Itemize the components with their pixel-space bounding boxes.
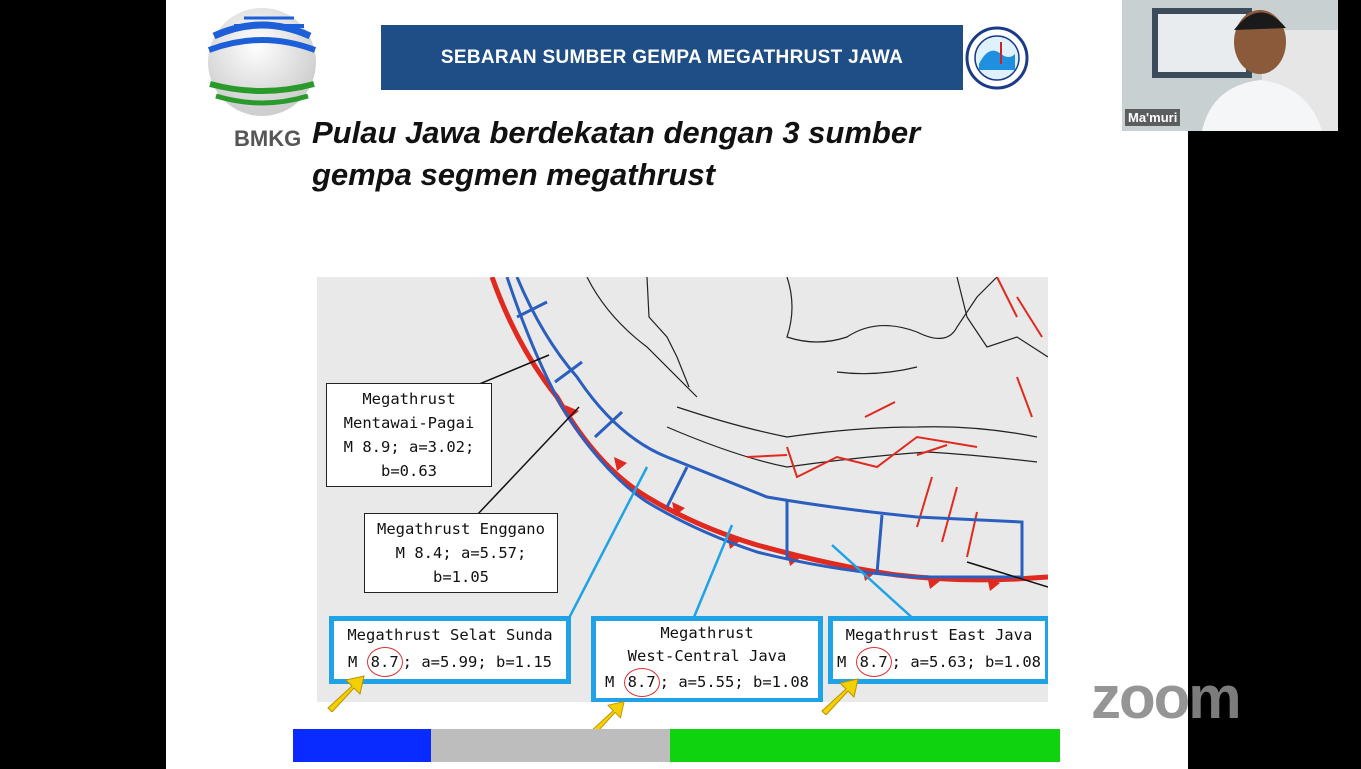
ina-tews-seal-icon (963, 14, 1031, 102)
sunda-line-1: Megathrust Selat Sunda (347, 626, 553, 644)
coastlines (587, 277, 1048, 467)
yellow-arrow-icon (818, 675, 860, 715)
mentawai-line-4: b=0.63 (381, 462, 437, 480)
participant-video-tile[interactable] (1122, 0, 1338, 131)
sunda-magnitude: 8.7 (367, 647, 403, 677)
slide-heading (312, 112, 920, 196)
label-mentawai-pagai (326, 383, 492, 487)
label-east-java (828, 616, 1048, 684)
label-enggano (364, 513, 558, 593)
sunda-line-2: M 8.7 ; a=5.99; b=1.15 (334, 647, 566, 677)
wcj-line-1: Megathrust (660, 624, 754, 642)
eastjava-line-2: M 8.7 ; a=5.63; b=1.08 (833, 647, 1045, 677)
mentawai-line-1: Megathrust (362, 390, 456, 408)
bmkg-logo (204, 6, 320, 156)
footer-bar-gray (431, 729, 670, 762)
label-west-central-java (591, 616, 823, 702)
footer-bar-green (670, 729, 1060, 762)
eastjava-magnitude: 8.7 (856, 647, 892, 677)
svg-text:BMKG: BMKG (234, 126, 302, 151)
wcj-line-3: M 8.7 ; a=5.55; b=1.08 (596, 668, 818, 697)
wcj-magnitude: 8.7 (624, 668, 660, 697)
slide-title: SEBARAN SUMBER GEMPA MEGATHRUST JAWA (381, 25, 963, 90)
heading-line-1: Pulau Jawa berdekatan dengan 3 sumber (312, 115, 921, 150)
enggano-line-3: b=1.05 (433, 568, 489, 586)
enggano-line-2: M 8.4; a=5.57; (395, 544, 527, 562)
pointer-lines (567, 467, 917, 622)
heading-line-2: gempa segmen megathrust (312, 157, 716, 192)
wcj-line-2: West-Central Java (627, 647, 787, 665)
mentawai-line-3: M 8.9; a=3.02; (343, 438, 475, 456)
eastjava-line-1: Megathrust East Java (845, 626, 1033, 644)
megathrust-map (317, 277, 1048, 702)
presentation-slide (166, 0, 1188, 769)
enggano-line-1: Megathrust Enggano (377, 520, 545, 538)
yellow-arrow-icon (324, 672, 366, 712)
mentawai-line-2: Mentawai-Pagai (343, 414, 475, 432)
participant-name: Ma'muri (1125, 109, 1180, 126)
zoom-watermark: zoom (1091, 664, 1240, 731)
footer-bar-blue (293, 729, 431, 762)
